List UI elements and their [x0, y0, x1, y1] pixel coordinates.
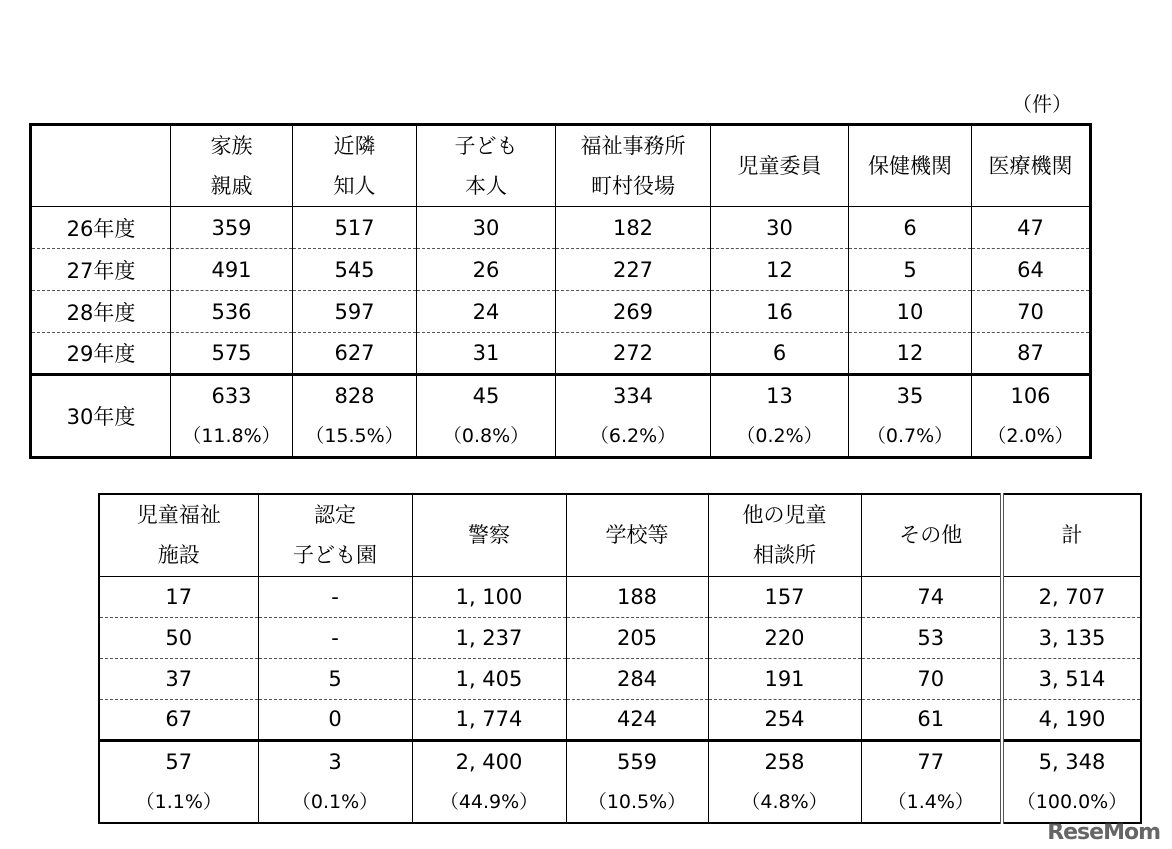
table-cell: 2, 707 [1002, 576, 1141, 617]
table-cell: 182 [556, 207, 711, 249]
table-cell: 272 [556, 333, 711, 375]
table-cell [972, 375, 1091, 458]
column-header-line: 他の児童 [742, 503, 827, 528]
table-row [99, 699, 1141, 740]
column-header [99, 494, 258, 576]
column-header [556, 125, 711, 207]
cell-percent: （0.7%） [866, 425, 954, 447]
table-cell [556, 375, 711, 458]
table-cell: 53 [861, 617, 1002, 658]
column-header-line: 近隣 [333, 134, 376, 158]
column-header-line: 医療機関 [988, 154, 1073, 178]
table-cell: 3, 135 [1002, 617, 1141, 658]
table-cell: 64 [972, 249, 1091, 291]
corner-cell [31, 125, 171, 207]
table-cell: 26 [417, 249, 556, 291]
table-cell [412, 740, 566, 823]
table-cell: 17 [99, 576, 258, 617]
table-row [99, 617, 1141, 658]
column-header-line: 警察 [468, 523, 510, 548]
table-cell: 1, 100 [412, 576, 566, 617]
column-header-line: 相談所 [753, 543, 816, 568]
table-row [99, 658, 1141, 699]
cell-value: 106 [1010, 384, 1051, 408]
cell-value: 2, 400 [455, 749, 523, 774]
table-cell: 6 [849, 207, 972, 249]
table-cell: 3, 514 [1002, 658, 1141, 699]
table-cell: 10 [849, 291, 972, 333]
table-cell [711, 375, 849, 458]
cell-value: 13 [766, 384, 793, 408]
column-header [258, 494, 412, 576]
table-cell: 74 [861, 576, 1002, 617]
table-cell: 227 [556, 249, 711, 291]
column-header-line: 学校等 [605, 523, 669, 548]
table-cell: 5 [849, 249, 972, 291]
table-cell [258, 740, 412, 823]
column-header-line: 子ども [454, 134, 518, 158]
column-header-line: 児童委員 [737, 154, 822, 178]
cell-percent: （44.9%） [439, 790, 539, 813]
resemom-logo: ReseMom [1047, 820, 1160, 845]
column-header [417, 125, 556, 207]
table-cell: 359 [171, 207, 293, 249]
table-row-total [99, 740, 1141, 823]
cell-percent: （2.0%） [987, 425, 1074, 447]
column-header-line: 福祉事務所 [580, 134, 686, 158]
table-cell: 1, 405 [412, 658, 566, 699]
cell-value: 45 [472, 384, 500, 408]
table-cell: 67 [99, 699, 258, 740]
table-cell: 0 [258, 699, 412, 740]
table-cell: 536 [171, 291, 293, 333]
cell-percent: （100.0%） [1016, 790, 1128, 813]
table-cell: 61 [861, 699, 1002, 740]
cell-percent: （0.8%） [442, 425, 530, 447]
table-row [31, 291, 1091, 333]
cell-percent: （15.5%） [305, 425, 404, 447]
table-cell [849, 375, 972, 458]
column-header-line: 施設 [157, 543, 200, 568]
cell-value: 559 [616, 749, 658, 774]
table-cell: 1, 237 [412, 617, 566, 658]
table-cell: 491 [171, 249, 293, 291]
table-cell: 4, 190 [1002, 699, 1141, 740]
column-header-line: 知人 [333, 174, 376, 198]
table-cell: 70 [861, 658, 1002, 699]
row-label: 27年度 [31, 249, 171, 291]
column-header [708, 494, 861, 576]
cell-value: 633 [211, 384, 252, 408]
cell-percent: （1.1%） [135, 790, 222, 813]
table-cell: 517 [293, 207, 417, 249]
table-cell: 1, 774 [412, 699, 566, 740]
cell-value: 77 [917, 749, 945, 774]
table-cell: 30 [417, 207, 556, 249]
column-header-line: 親戚 [210, 174, 253, 198]
column-header-line: 子ども園 [293, 543, 377, 568]
cell-value: 57 [165, 749, 193, 774]
cell-percent: （11.8%） [182, 425, 281, 447]
column-header [849, 125, 972, 207]
row-label: 30年度 [31, 375, 171, 458]
column-header-line: 保健機関 [868, 154, 952, 178]
cell-percent: （4.8%） [741, 790, 828, 813]
referral-source-table-2 [98, 493, 1142, 824]
table-cell: 205 [566, 617, 708, 658]
cell-value: 334 [612, 384, 654, 408]
cell-percent: （10.5%） [587, 790, 687, 813]
column-header [293, 125, 417, 207]
table-row [99, 576, 1141, 617]
table-cell [1002, 740, 1141, 823]
table-cell: - [258, 617, 412, 658]
table-cell: 627 [293, 333, 417, 375]
table-row-total [31, 375, 1091, 458]
table-cell: 191 [708, 658, 861, 699]
column-header-line: 本人 [465, 174, 507, 198]
row-label: 28年度 [31, 291, 171, 333]
table-cell: 220 [708, 617, 861, 658]
table-cell: 50 [99, 617, 258, 658]
table-cell [708, 740, 861, 823]
table-cell [417, 375, 556, 458]
table-cell: 12 [849, 333, 972, 375]
cell-value: 258 [764, 749, 805, 774]
column-header-line: 家族 [210, 134, 253, 158]
referral-source-table-1 [29, 123, 1092, 459]
table-cell: 597 [293, 291, 417, 333]
table-row [31, 333, 1091, 375]
column-header [861, 494, 1002, 576]
table-cell: 5 [258, 658, 412, 699]
column-header [566, 494, 708, 576]
cell-value: 35 [896, 384, 924, 408]
cell-value: 5, 348 [1038, 749, 1106, 774]
cell-percent: （0.1%） [291, 790, 379, 813]
table-cell [293, 375, 417, 458]
cell-value: 828 [334, 384, 375, 408]
table-cell: 24 [417, 291, 556, 333]
table-cell: 47 [972, 207, 1091, 249]
row-label: 29年度 [31, 333, 171, 375]
table-cell: 424 [566, 699, 708, 740]
table-cell: 575 [171, 333, 293, 375]
column-header-line: その他 [899, 523, 963, 548]
cell-percent: （6.2%） [589, 425, 677, 447]
table-cell: 16 [711, 291, 849, 333]
column-header [412, 494, 566, 576]
unit-label: （件） [1012, 92, 1072, 116]
table-cell: 70 [972, 291, 1091, 333]
column-header-line: 町村役場 [591, 174, 675, 198]
column-header [972, 125, 1091, 207]
table-cell: - [258, 576, 412, 617]
table-cell: 157 [708, 576, 861, 617]
cell-value: 3 [328, 749, 342, 774]
table-cell [861, 740, 1002, 823]
table-row [31, 249, 1091, 291]
table-cell: 188 [566, 576, 708, 617]
table-cell: 6 [711, 333, 849, 375]
table-cell [99, 740, 258, 823]
column-header-line: 計 [1061, 523, 1083, 548]
table-cell: 87 [972, 333, 1091, 375]
column-header-line: 児童福祉 [136, 503, 221, 528]
table-cell: 269 [556, 291, 711, 333]
table-cell: 31 [417, 333, 556, 375]
table-cell: 37 [99, 658, 258, 699]
table-cell: 30 [711, 207, 849, 249]
table-cell [171, 375, 293, 458]
table-cell: 284 [566, 658, 708, 699]
table-row [31, 207, 1091, 249]
column-header [711, 125, 849, 207]
column-header-line: 認定 [314, 503, 356, 528]
cell-percent: （1.4%） [887, 790, 974, 813]
table-cell [566, 740, 708, 823]
table-cell: 12 [711, 249, 849, 291]
column-header [171, 125, 293, 207]
column-header [1002, 494, 1141, 576]
table-cell: 254 [708, 699, 861, 740]
row-label: 26年度 [31, 207, 171, 249]
cell-percent: （0.2%） [736, 425, 823, 447]
table-cell: 545 [293, 249, 417, 291]
